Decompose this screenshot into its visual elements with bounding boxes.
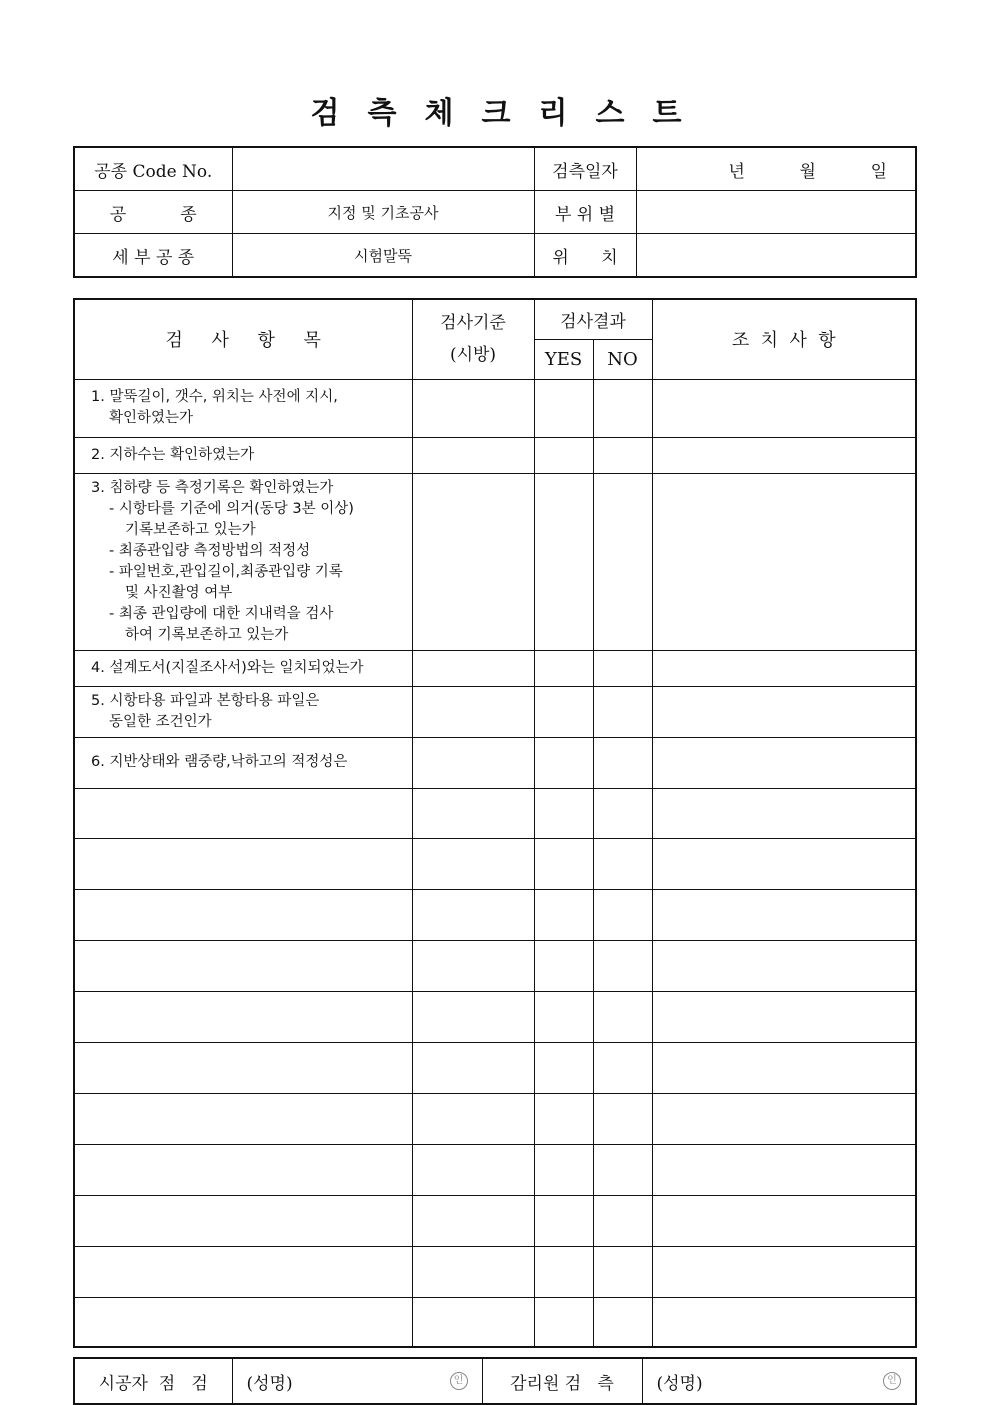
yes-cell[interactable] — [534, 1042, 593, 1093]
action-cell[interactable] — [652, 1195, 916, 1246]
action-cell[interactable] — [652, 737, 916, 788]
yes-cell[interactable] — [534, 889, 593, 940]
no-cell[interactable] — [593, 437, 652, 473]
no-cell[interactable] — [593, 737, 652, 788]
part-field[interactable] — [636, 191, 916, 234]
action-cell[interactable] — [652, 889, 916, 940]
item-cell[interactable] — [74, 991, 412, 1042]
item-text: 6. 지반상태와 램중량,낙하고의 적정성은 — [91, 753, 348, 770]
standard-cell[interactable] — [412, 737, 534, 788]
action-cell[interactable] — [652, 838, 916, 889]
action-cell[interactable] — [652, 788, 916, 838]
standard-header-line2: (시방) — [449, 345, 497, 366]
standard-cell[interactable] — [412, 1246, 534, 1297]
item-cell[interactable] — [74, 1093, 412, 1144]
action-cell[interactable] — [652, 940, 916, 991]
item-cell[interactable] — [74, 838, 412, 889]
seal-icon: 인 — [450, 1372, 468, 1390]
no-cell[interactable] — [593, 1144, 652, 1195]
yes-cell[interactable] — [534, 991, 593, 1042]
item-text: 기록보존하고 있는가 — [125, 521, 256, 538]
item-cell[interactable] — [74, 1042, 412, 1093]
action-cell[interactable] — [652, 473, 916, 650]
no-cell[interactable] — [593, 379, 652, 437]
standard-cell[interactable] — [412, 940, 534, 991]
item-cell[interactable] — [74, 940, 412, 991]
item-cell — [74, 473, 412, 650]
type-field[interactable]: 지정 및 기초공사 — [232, 191, 534, 234]
yes-cell[interactable] — [534, 1297, 593, 1347]
title-char: 트 — [652, 96, 682, 131]
yes-cell[interactable] — [534, 1144, 593, 1195]
item-text: 3. 침하량 등 측정기록은 확인하였는가 — [91, 479, 334, 496]
item-header: 검 사 항 목 — [74, 299, 412, 379]
standard-cell[interactable] — [412, 1144, 534, 1195]
table-row — [74, 379, 916, 437]
no-cell[interactable] — [593, 1195, 652, 1246]
date-month: 월 — [799, 161, 816, 182]
date-day: 일 — [870, 161, 887, 182]
date-label: 검측일자 — [534, 147, 636, 191]
table-row — [74, 473, 916, 650]
action-cell[interactable] — [652, 686, 916, 737]
supervisor-label: 감리원 검 측 — [482, 1358, 642, 1404]
location-label: 위 치 — [534, 234, 636, 278]
action-cell[interactable] — [652, 1297, 916, 1347]
yes-cell[interactable] — [534, 940, 593, 991]
item-cell — [74, 437, 412, 473]
item-text: 5. 시항타용 파일과 본항타용 파일은 — [91, 692, 320, 709]
standard-cell[interactable] — [412, 473, 534, 650]
date-field[interactable] — [636, 147, 916, 191]
detail-label: 세 부 공 종 — [74, 234, 232, 278]
empty-row — [74, 889, 916, 940]
title-char: 리 — [538, 96, 568, 131]
item-cell[interactable] — [74, 1297, 412, 1347]
no-cell[interactable] — [593, 838, 652, 889]
no-cell[interactable] — [593, 1297, 652, 1347]
yes-cell[interactable] — [534, 1093, 593, 1144]
yes-cell[interactable] — [534, 1246, 593, 1297]
item-text: 2. 지하수는 확인하였는가 — [91, 446, 255, 463]
item-cell — [74, 650, 412, 686]
item-cell[interactable] — [74, 1144, 412, 1195]
standard-cell[interactable] — [412, 1195, 534, 1246]
table-row — [74, 437, 916, 473]
item-cell — [74, 379, 412, 437]
no-cell[interactable] — [593, 889, 652, 940]
result-header: 검사결과 — [534, 299, 652, 339]
type-label: 공 종 — [74, 191, 232, 234]
yes-header: YES — [534, 339, 593, 379]
item-text: 하여 기록보존하고 있는가 — [125, 626, 289, 643]
action-header: 조 치 사 항 — [652, 299, 916, 379]
location-field[interactable] — [636, 234, 916, 278]
standard-cell[interactable] — [412, 379, 534, 437]
standard-cell[interactable] — [412, 788, 534, 838]
code-field[interactable] — [232, 147, 534, 191]
item-text: - 시항타를 기준에 의거(동당 3본 이상) — [109, 500, 354, 517]
action-cell[interactable] — [652, 1246, 916, 1297]
item-cell — [74, 686, 412, 737]
item-cell[interactable] — [74, 1246, 412, 1297]
empty-row — [74, 1297, 916, 1347]
supervisor-signature-field[interactable] — [642, 1358, 916, 1404]
contractor-label: 시공자 점 검 — [74, 1358, 232, 1404]
action-cell[interactable] — [652, 1144, 916, 1195]
no-cell[interactable] — [593, 991, 652, 1042]
item-text: 1. 말뚝길이, 갯수, 위치는 사전에 지시, — [91, 389, 338, 405]
item-cell[interactable] — [74, 889, 412, 940]
part-label: 부 위 별 — [534, 191, 636, 234]
seal-icon: 인 — [883, 1372, 901, 1390]
no-cell[interactable] — [593, 1093, 652, 1144]
action-cell[interactable] — [652, 379, 916, 437]
page-title — [0, 88, 992, 132]
yes-cell[interactable] — [534, 838, 593, 889]
no-cell[interactable] — [593, 788, 652, 838]
title-char: 스 — [595, 96, 625, 131]
standard-cell[interactable] — [412, 1297, 534, 1347]
signature-table — [73, 1357, 917, 1405]
empty-row — [74, 838, 916, 889]
empty-row — [74, 1195, 916, 1246]
item-text: 확인하였는가 — [109, 410, 194, 426]
action-cell[interactable] — [652, 991, 916, 1042]
standard-cell[interactable] — [412, 1042, 534, 1093]
standard-cell[interactable] — [412, 650, 534, 686]
standard-cell[interactable] — [412, 991, 534, 1042]
empty-row — [74, 991, 916, 1042]
contractor-name-label: (성명) — [246, 1373, 293, 1394]
no-cell[interactable] — [593, 686, 652, 737]
no-cell[interactable] — [593, 940, 652, 991]
contractor-signature-field[interactable] — [232, 1358, 482, 1404]
item-text: - 파일번호,관입길이,최종관입량 기록 — [109, 563, 343, 580]
inspection-table — [73, 298, 917, 1348]
action-cell[interactable] — [652, 1042, 916, 1093]
yes-cell[interactable] — [534, 686, 593, 737]
empty-row — [74, 788, 916, 838]
title-char: 체 — [424, 96, 454, 131]
action-cell[interactable] — [652, 437, 916, 473]
no-cell[interactable] — [593, 1042, 652, 1093]
item-cell[interactable] — [74, 788, 412, 838]
item-text: 동일한 조건인가 — [109, 713, 212, 730]
standard-header-line1: 검사기준 — [440, 313, 506, 334]
yes-cell[interactable] — [534, 379, 593, 437]
no-cell[interactable] — [593, 650, 652, 686]
table-row — [74, 737, 916, 788]
yes-cell[interactable] — [534, 473, 593, 650]
table-row — [74, 686, 916, 737]
standard-header — [412, 299, 534, 379]
yes-cell[interactable] — [534, 737, 593, 788]
item-text: 4. 설계도서(지질조사서)와는 일치되었는가 — [91, 659, 364, 676]
empty-row — [74, 940, 916, 991]
yes-cell[interactable] — [534, 437, 593, 473]
title-char: 측 — [367, 96, 397, 131]
title-char: 검 — [310, 96, 340, 131]
item-cell — [74, 737, 412, 788]
item-text: 및 사진촬영 여부 — [125, 584, 233, 601]
date-year: 년 — [728, 161, 745, 182]
no-header: NO — [593, 339, 652, 379]
empty-row — [74, 1246, 916, 1297]
header-table — [73, 146, 917, 278]
yes-cell[interactable] — [534, 650, 593, 686]
no-cell[interactable] — [593, 1246, 652, 1297]
supervisor-name-label: (성명) — [656, 1373, 703, 1394]
empty-row — [74, 1144, 916, 1195]
detail-field[interactable]: 시험말뚝 — [232, 234, 534, 278]
title-char: 크 — [481, 96, 511, 131]
standard-cell[interactable] — [412, 1093, 534, 1144]
empty-row — [74, 1042, 916, 1093]
standard-cell[interactable] — [412, 686, 534, 737]
item-text: - 최종 관입량에 대한 지내력을 검사 — [109, 605, 334, 622]
yes-cell[interactable] — [534, 1195, 593, 1246]
item-cell[interactable] — [74, 1195, 412, 1246]
item-text: - 최종관입량 측정방법의 적정성 — [109, 542, 311, 559]
table-row — [74, 650, 916, 686]
code-label: 공종 Code No. — [74, 147, 232, 191]
standard-cell[interactable] — [412, 889, 534, 940]
yes-cell[interactable] — [534, 788, 593, 838]
action-cell[interactable] — [652, 1093, 916, 1144]
no-cell[interactable] — [593, 473, 652, 650]
standard-cell[interactable] — [412, 838, 534, 889]
empty-row — [74, 1093, 916, 1144]
standard-cell[interactable] — [412, 437, 534, 473]
action-cell[interactable] — [652, 650, 916, 686]
